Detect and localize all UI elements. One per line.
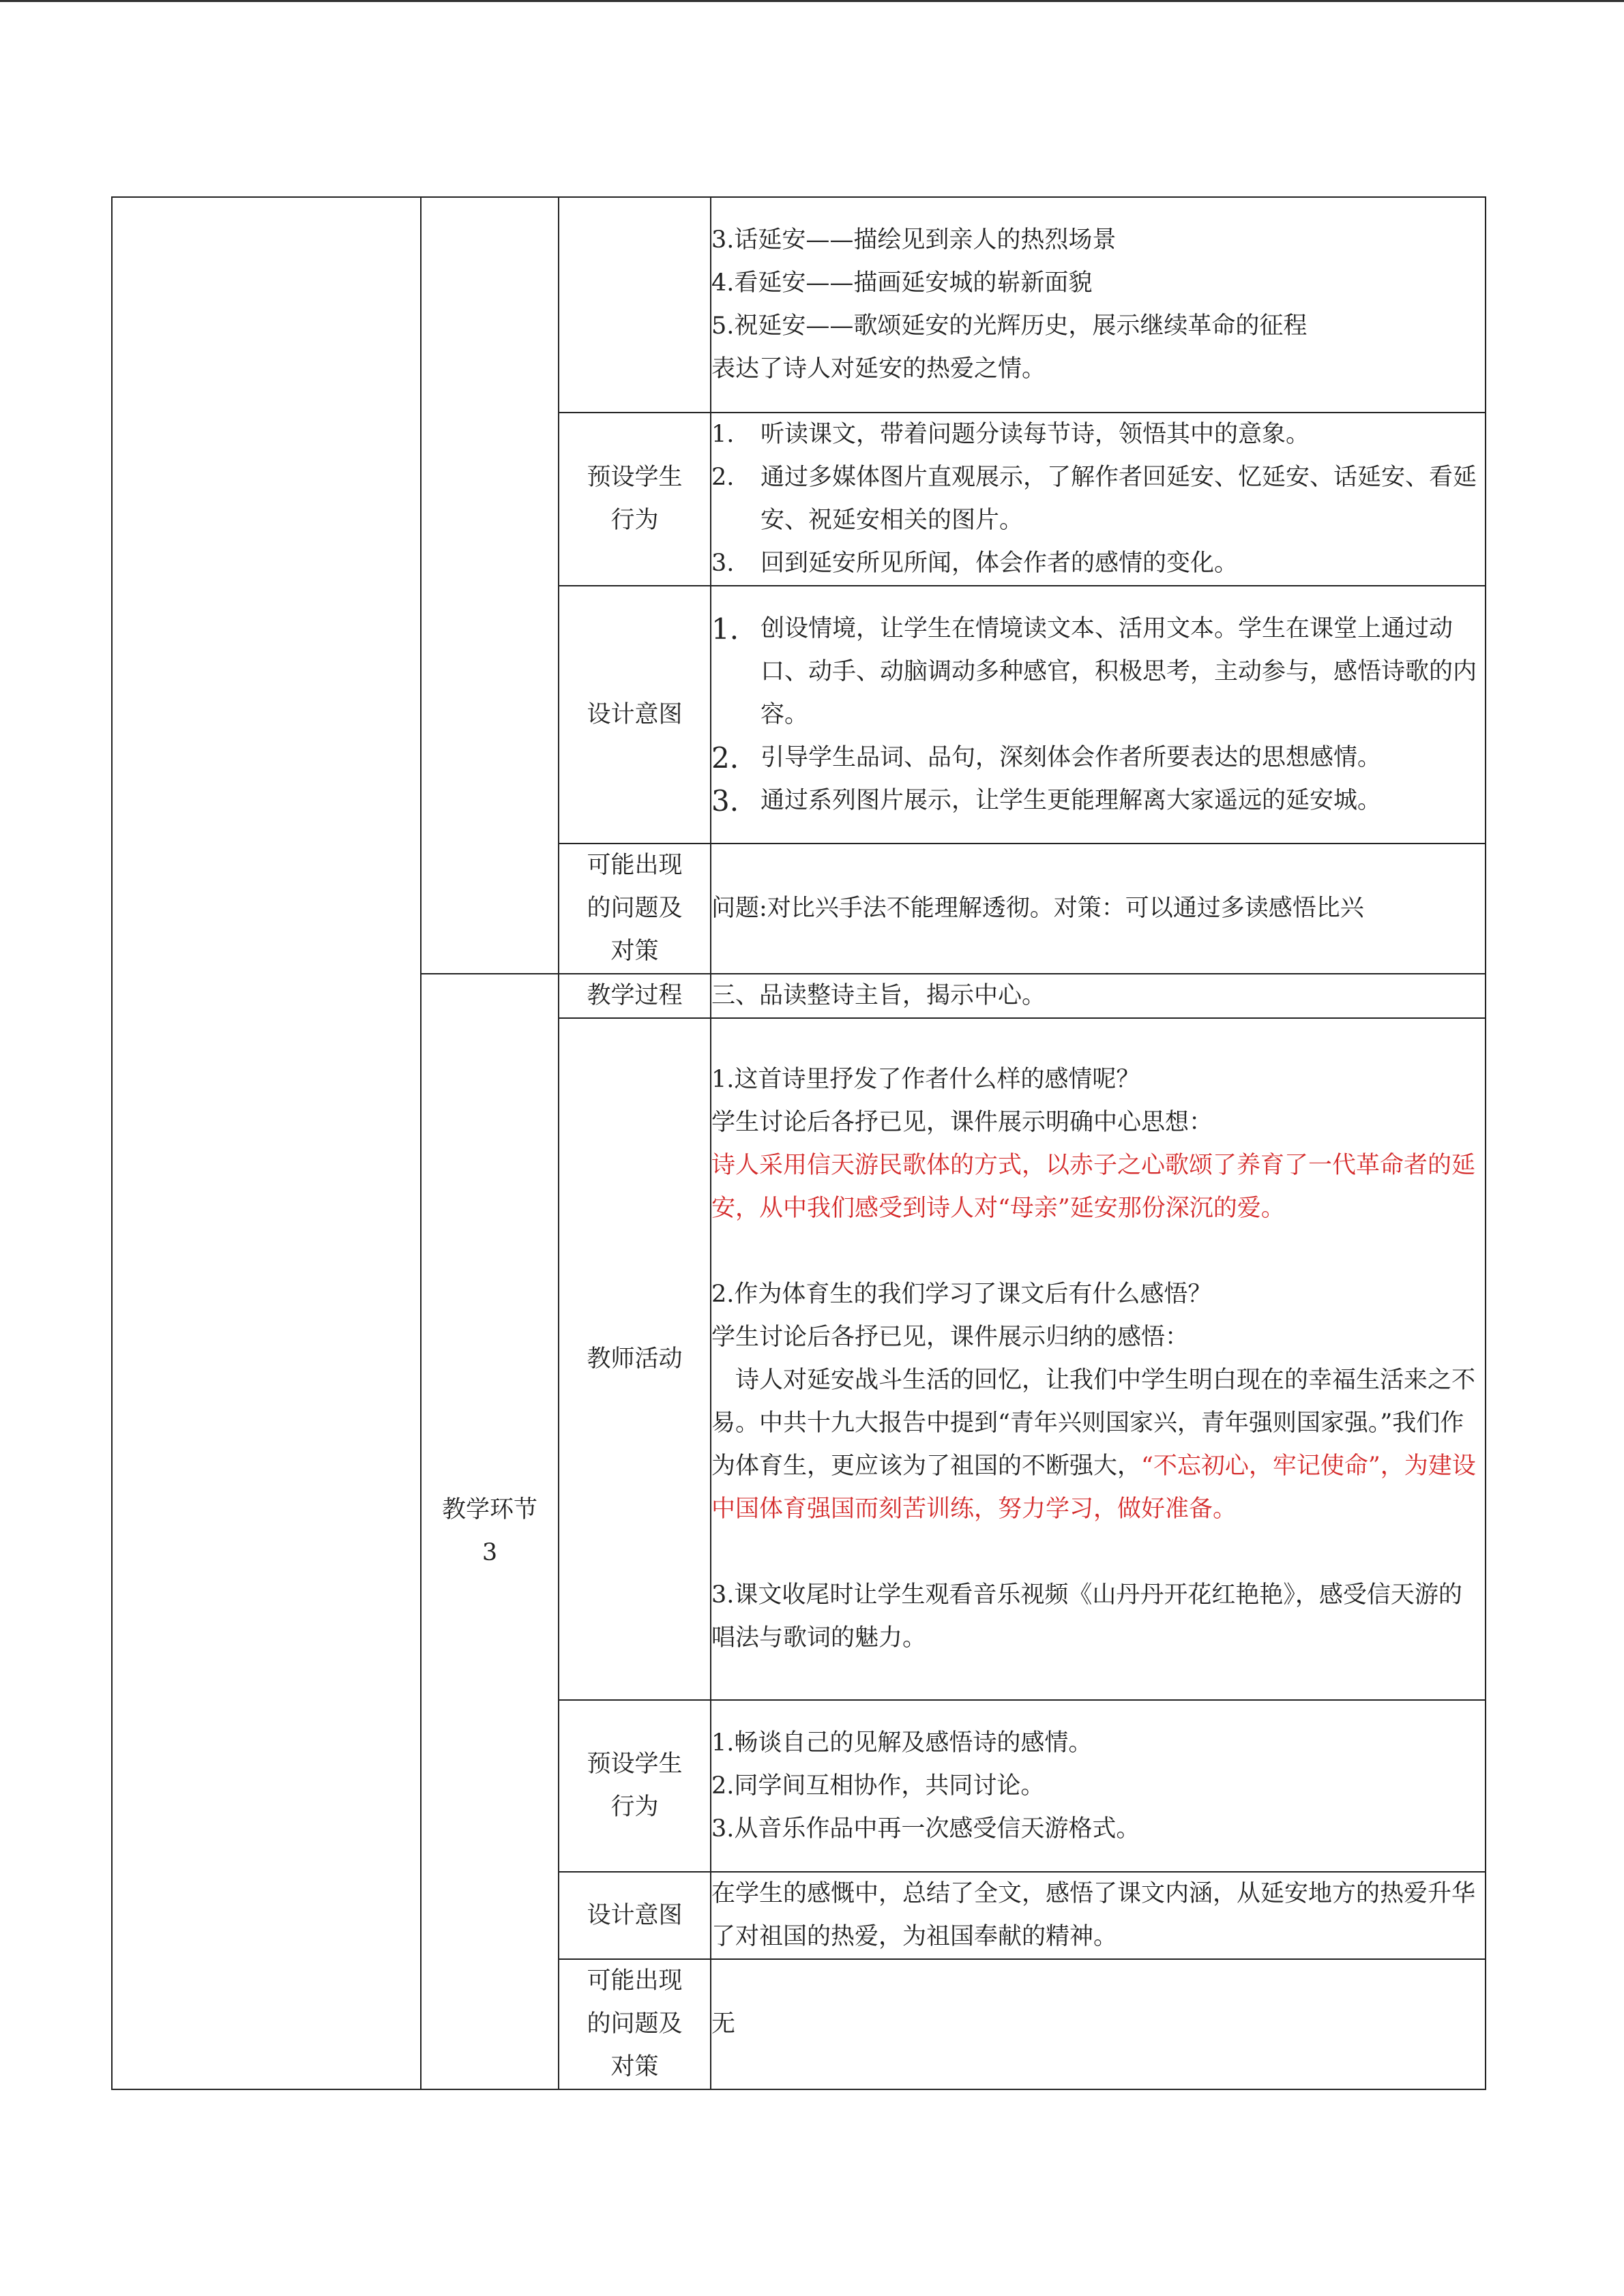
teacher-question-3: 3.课文收尾时让学生观看音乐视频《山丹丹开花红艳艳》，感受信天游的唱法与歌词的魅力。 (711, 1581, 1462, 1652)
list-item: 2.同学间互相协作，共同讨论。 (711, 1772, 1045, 1800)
outer-column-cell (112, 197, 421, 2089)
possible-problems-label: 可能出现 的问题及 对策 (559, 844, 711, 974)
insight-answer: 诗人对延安战斗生活的回忆，让我们中学生明白现在的幸福生活来之不易。中共十九大报告中提到“青年兴则国家兴，青年强则国家强。”我们作为体育生，更应该为了祖国的不断强大，“不忘初心，牢记使命”，为建设中国体育强国而刻苦训练，努力学习，做好准备。 (711, 1367, 1476, 1523)
student-behavior-content (711, 413, 1486, 586)
lesson-plan-table (111, 196, 1486, 2090)
intro-line: 表达了诗人对延安的热爱之情。 (711, 355, 1046, 383)
intro-content-cell (711, 197, 1486, 413)
insight-answer-highlight: “不忘初心，牢记使命”，为建设中国体育强国而刻苦训练，努力学习，做好准备。 (711, 1452, 1476, 1523)
list-item: 3. 回到延安所见所闻，体会作者的感情的变化。 (711, 550, 1239, 577)
list-item: 2. 引导学生品词、品句，深刻体会作者所要表达的思想感情。 (711, 741, 1382, 775)
teacher-discussion-1: 学生讨论后各抒已见，课件展示明确中心思想： (711, 1109, 1213, 1136)
possible-problems-content: 问题:对比兴手法不能理解透彻。对策：可以通过多读感悟比兴 (711, 844, 1486, 974)
list-item: 3. 通过系列图片展示，让学生更能理解离大家遥远的延安城。 (711, 784, 1382, 818)
design-intent-label-3: 设计意图 (559, 1872, 711, 1959)
design-intent-content (711, 586, 1486, 844)
design-intent-label: 设计意图 (559, 586, 711, 844)
stage-column-cell-2 (421, 197, 559, 974)
list-item: 1. 创设情境，让学生在情境读文本、活用文本。学生在课堂上通过动口、动手、动脑调动多种感官，积极思考，主动参与，感悟诗歌的内容。 (711, 612, 1477, 728)
student-behavior-content-3 (711, 1700, 1486, 1872)
list-item: 3.从音乐作品中再一次感受信天游格式。 (711, 1815, 1140, 1843)
teaching-process-content: 三、品读整诗主旨，揭示中心。 (711, 974, 1486, 1018)
teaching-stage-3-label: 教学环节 3 (421, 974, 559, 2089)
list-item: 1.畅谈自己的见解及感悟诗的感情。 (711, 1729, 1093, 1757)
intro-line: 5.祝延安——歌颂延安的光辉历史，展示继续革命的征程 (711, 312, 1308, 340)
student-behavior-label: 预设学生 行为 (559, 413, 711, 586)
teacher-question-1: 1.这首诗里抒发了作者什么样的感情呢？ (711, 1066, 1140, 1093)
student-behavior-label-3: 预设学生 行为 (559, 1700, 711, 1872)
teacher-activity-content (711, 1018, 1486, 1700)
list-item: 2. 通过多媒体图片直观展示，了解作者回延安、忆延安、话延安、看延安、祝延安相关的图片。 (711, 464, 1477, 534)
teacher-discussion-2: 学生讨论后各抒已见，课件展示归纳的感悟： (711, 1324, 1190, 1351)
list-item: 1. 听读课文，带着问题分读每节诗，领悟其中的意象。 (711, 421, 1310, 448)
page-top-rule (0, 0, 1624, 2)
design-intent-content-3: 在学生的感慨中，总结了全文，感悟了课文内涵，从延安地方的热爱升华了对祖国的热爱，为祖国奉献的精神。 (711, 1872, 1486, 1959)
intro-line: 4.看延安——描画延安城的崭新面貌 (711, 269, 1093, 297)
intro-line: 3.话延安——描绘见到亲人的热烈场景 (711, 226, 1117, 254)
possible-problems-content-3: 无 (711, 1959, 1486, 2089)
teacher-activity-label: 教师活动 (559, 1018, 711, 1700)
central-idea-answer: 诗人采用信天游民歌体的方式，以赤子之心歌颂了养育了一代革命者的延安，从中我们感受到诗人对“母亲”延安那份深沉的爱。 (711, 1152, 1476, 1222)
teaching-process-label: 教学过程 (559, 974, 711, 1018)
teacher-question-2: 2.作为体育生的我们学习了课文后有什么感悟？ (711, 1281, 1212, 1308)
table-row (112, 197, 1486, 413)
label-cell-empty (559, 197, 711, 413)
possible-problems-label-3: 可能出现 的问题及 对策 (559, 1959, 711, 2089)
